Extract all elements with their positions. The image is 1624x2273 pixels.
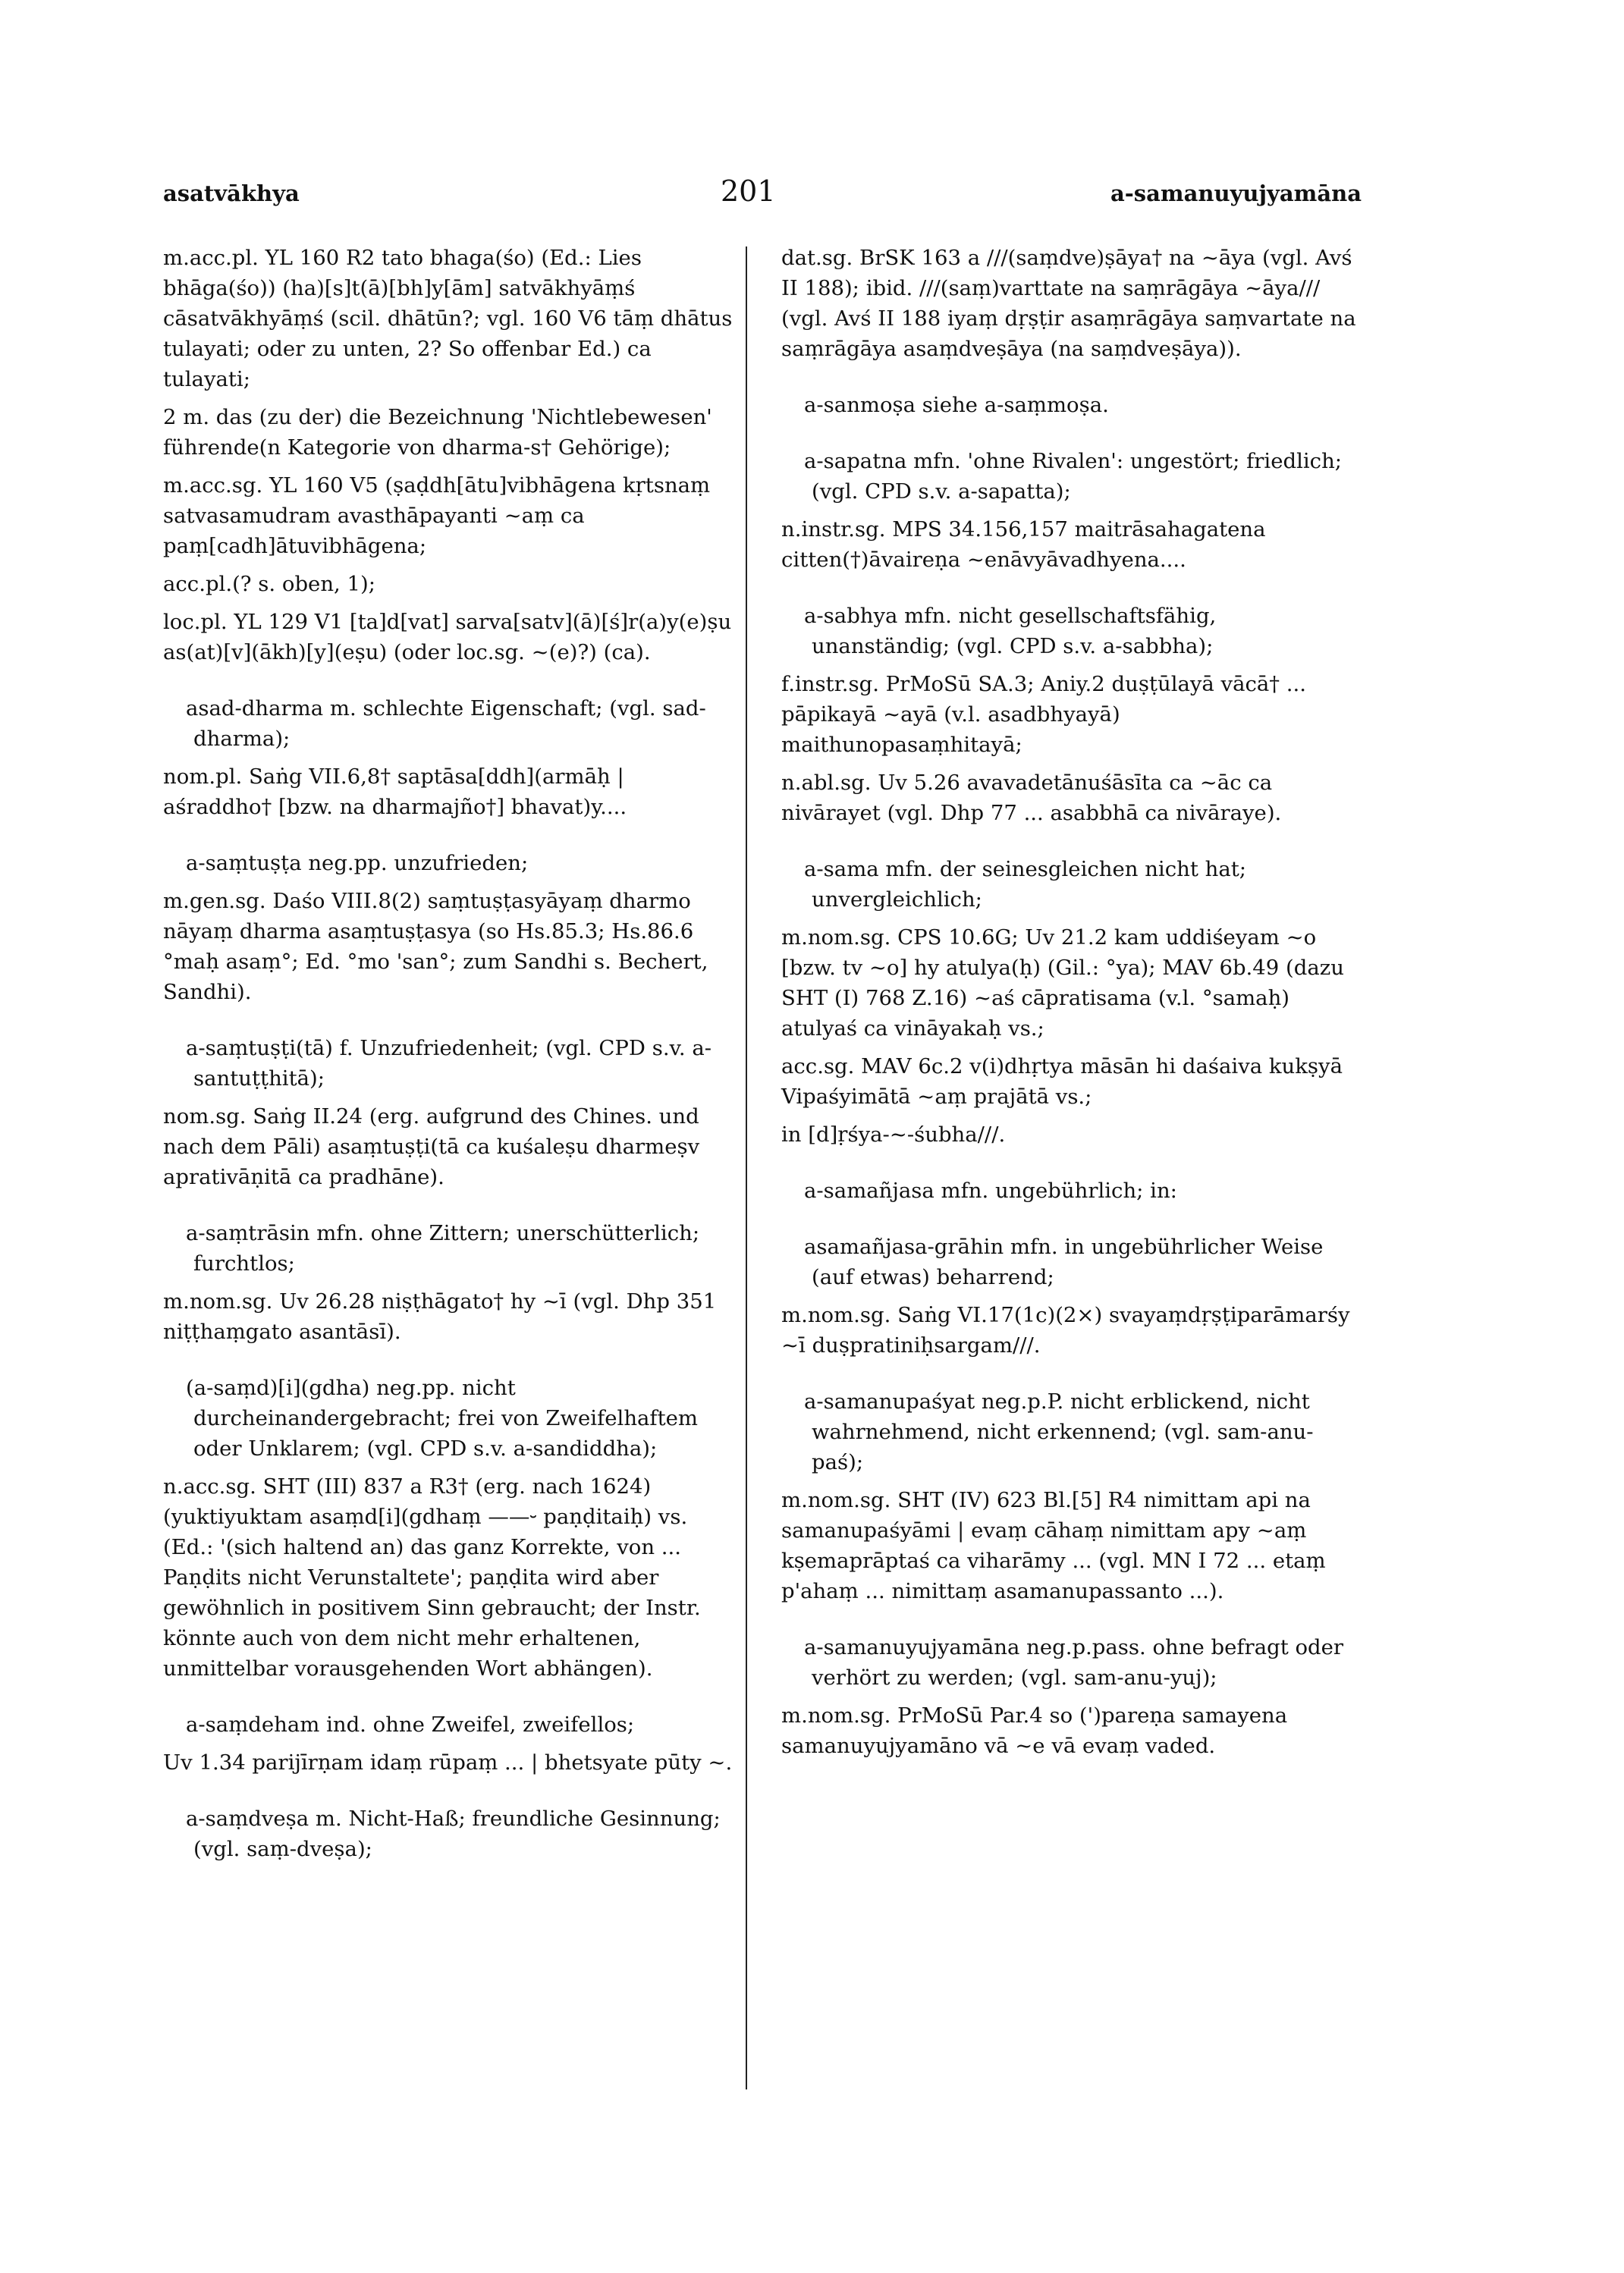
dictionary-entry-head: a-saṃtrāsin mfn. ohne Zittern; unerschütterlich; furchtlos;	[186, 1221, 700, 1276]
dictionary-entry-head: a-sabhya mfn. nicht gesellschaftsfähig, unanständig; (vgl. CPD s.v. a-sabbha);	[804, 604, 1217, 658]
paragraph: m.nom.sg. Uv 26.28 niṣṭhāgato† hy ~ī (vgl. Dhp 351 niṭṭhaṃgato asantāsī).	[163, 1289, 717, 1344]
dictionary-entry-head: a-sama mfn. der seinesgleichen nicht hat; unvergleichlich;	[804, 857, 1247, 912]
paragraph: f.instr.sg. PrMoSū SA.3; Aniy.2 duṣṭūlayā vācā† ... pāpikayā ~ayā (v.l. asadbhyayā) maithunopasaṃhitayā;	[781, 672, 1306, 757]
paragraph: m.nom.sg. SHT (IV) 623 Bl.[5] R4 nimittam api na samanupaśyāmi | evaṃ cāhaṃ nimittam apy ~aṃ kṣemaprāptaś ca viharāmy ... (vgl. MN I 72 ... etaṃ p'ahaṃ ... nimittaṃ asamanupassanto ...).	[781, 1488, 1326, 1603]
dictionary-entry-head: (a-saṃd)[i](gdha) neg.pp. nicht durcheinandergebracht; frei von Zweifelhaftem oder Unklarem; (vgl. CPD s.v. a-sandiddha);	[186, 1376, 699, 1461]
paragraph: dat.sg. BrSK 163 a ///(saṃdve)ṣāya† na ~āya (vgl. Avś II 188); ibid. ///(saṃ)varttate na saṃrāgāya ~āya/// (vgl. Avś II 188 iyaṃ dṛṣṭir asaṃrāgāya saṃvartate na saṃrāgāya asaṃdveṣāya (na saṃdveṣāya)).	[781, 246, 1356, 361]
page-number: 201	[721, 174, 776, 208]
dictionary-entry-head: a-sanmoṣa siehe a-saṃmoṣa.	[804, 393, 1109, 417]
dictionary-entry-head: asad-dharma m. schlechte Eigenschaft; (vgl. sad-dharma);	[186, 696, 706, 751]
paragraph: nom.pl. Saṅg VII.6,8† saptāsa[ddh](armāḥ | aśraddho† [bzw. na dharmajño†] bhavat)y....	[163, 764, 627, 819]
dictionary-entry-head: a-saṃtuṣṭa neg.pp. unzufrieden;	[186, 851, 529, 875]
dictionary-entry-head: asamañjasa-grāhin mfn. in ungebührlicher Weise (auf etwas) beharrend;	[804, 1235, 1324, 1289]
paragraph: Uv 1.34 parijīrṇam idaṃ rūpaṃ ... | bhetsyate pūty ~.	[163, 1750, 733, 1775]
left-running-headword: asatvākhya	[163, 181, 300, 206]
paragraph: in [d]ṛśya-~-śubha///.	[781, 1122, 1006, 1147]
paragraph: n.abl.sg. Uv 5.26 avavadetānuśāsīta ca ~āc ca nivārayet (vgl. Dhp 77 ... asabbhā ca nivāraye).	[781, 771, 1282, 825]
right-column	[781, 243, 1356, 1769]
paragraph: nom.sg. Saṅg II.24 (erg. aufgrund des Chines. und nach dem Pāli) asaṃtuṣṭi(tā ca kuśaleṣu dharmeṣv aprativāṇitā ca pradhāne).	[163, 1104, 700, 1189]
dictionary-entry-head: a-saṃtuṣṭi(tā) f. Unzufriedenheit; (vgl. CPD s.v. a-santuṭṭhitā);	[186, 1036, 712, 1091]
dictionary-entry-head: a-saṃdeham ind. ohne Zweifel, zweifellos;	[186, 1713, 635, 1737]
paragraph: loc.pl. YL 129 V1 [ta]d[vat] sarva[satv](ā)[ś]r(a)y(e)ṣu as(at)[v](ākh)[y](eṣu) (oder loc.sg. ~(e)?) (ca).	[163, 610, 732, 664]
running-header	[163, 174, 1362, 226]
dictionary-entry-head: a-sapatna mfn. 'ohne Rivalen': ungestört; friedlich; (vgl. CPD s.v. a-sapatta);	[804, 449, 1343, 504]
paragraph: m.nom.sg. Saṅg VI.17(1c)(2×) svayaṃdṛṣṭiparāmarśy ~ī duṣpratiniḥsargam///.	[781, 1303, 1350, 1358]
paragraph: m.gen.sg. Daśo VIII.8(2) saṃtuṣṭasyāyaṃ dharmo nāyaṃ dharma asaṃtuṣṭasya (so Hs.85.3; Hs.86.6 °maḥ asaṃ°; Ed. °mo 'san°; zum Sandhi s. Bechert, Sandhi).	[163, 889, 708, 1004]
paragraph: n.acc.sg. SHT (III) 837 a R3† (erg. nach 1624) (yuktiyuktam asaṃd[i](gdhaṃ ——⏑ paṇḍitaiḥ) vs. (Ed.: '(sich haltend an) das ganz Korrekte, von ... Paṇḍits nicht Verunstaltete'; paṇḍita wird aber gewöhnlich in positivem Sinn gebraucht; der Instr. könnte auch von dem nicht mehr erhaltenen, unmittelbar vorausgehenden Wort abhängen).	[163, 1474, 701, 1681]
paragraph: m.nom.sg. PrMoSū Par.4 so (')pareṇa samayena samanuyujyamāno vā ~e vā evaṃ vaded.	[781, 1703, 1288, 1758]
dictionary-entry-head: a-samañjasa mfn. ungebührlich; in:	[804, 1179, 1177, 1203]
right-running-headword: a-samanuyujyamāna	[1110, 181, 1362, 206]
paragraph: m.acc.pl. YL 160 R2 tato bhaga(śo) (Ed.: Lies bhāga(śo)) (ha)[s]t(ā)[bh]y[ām] satvākhyāṃś cāsatvākhyāṃś (scil. dhātūn?; vgl. 160 V6 tāṃ dhātus tulayati; oder zu unten, 2? So offenbar Ed.) ca tulayati;	[163, 246, 733, 391]
paragraph: acc.pl.(? s. oben, 1);	[163, 572, 376, 596]
dictionary-entry-head: a-samanuyujyamāna neg.p.pass. ohne befragt oder verhört zu werden; (vgl. sam-anu-yuj);	[804, 1635, 1344, 1690]
column-divider	[746, 246, 747, 2089]
dictionary-entry-head: a-samanupaśyat neg.p.P. nicht erblickend, nicht wahrnehmend, nicht erkennend; (vgl. sam-anu-paś);	[804, 1389, 1314, 1474]
dictionary-entry-head: a-saṃdveṣa m. Nicht-Haß; freundliche Gesinnung; (vgl. saṃ-dveṣa);	[186, 1807, 721, 1861]
paragraph: m.nom.sg. CPS 10.6G; Uv 21.2 kam uddiśeyam ~o [bzw. tv ~o] hy atulya(ḥ) (Gil.: °ya); MAV 6b.49 (dazu SHT (I) 768 Z.16) ~aś cāpratisama (v.l. °samaḥ) atulyaś ca vināyakaḥ vs.;	[781, 925, 1344, 1041]
paragraph: n.instr.sg. MPS 34.156,157 maitrāsahagatena citten(†)āvaireṇa ~enāvyāvadhyena....	[781, 517, 1266, 572]
paragraph: 2 m. das (zu der) die Bezeichnung 'Nichtlebewesen' führende(n Kategorie von dharma-s† Gehörige);	[163, 405, 712, 460]
paragraph: acc.sg. MAV 6c.2 v(i)dhṛtya māsān hi daśaiva kukṣyā Vipaśyimātā ~aṃ prajātā vs.;	[781, 1054, 1343, 1109]
paragraph: m.acc.sg. YL 160 V5 (ṣaḍdh[ātu]vibhāgena kṛtsnaṃ satvasamudram avasthāpayanti ~aṃ ca paṃ[cadh]ātuvibhāgena;	[163, 473, 711, 558]
left-column	[163, 243, 738, 1872]
